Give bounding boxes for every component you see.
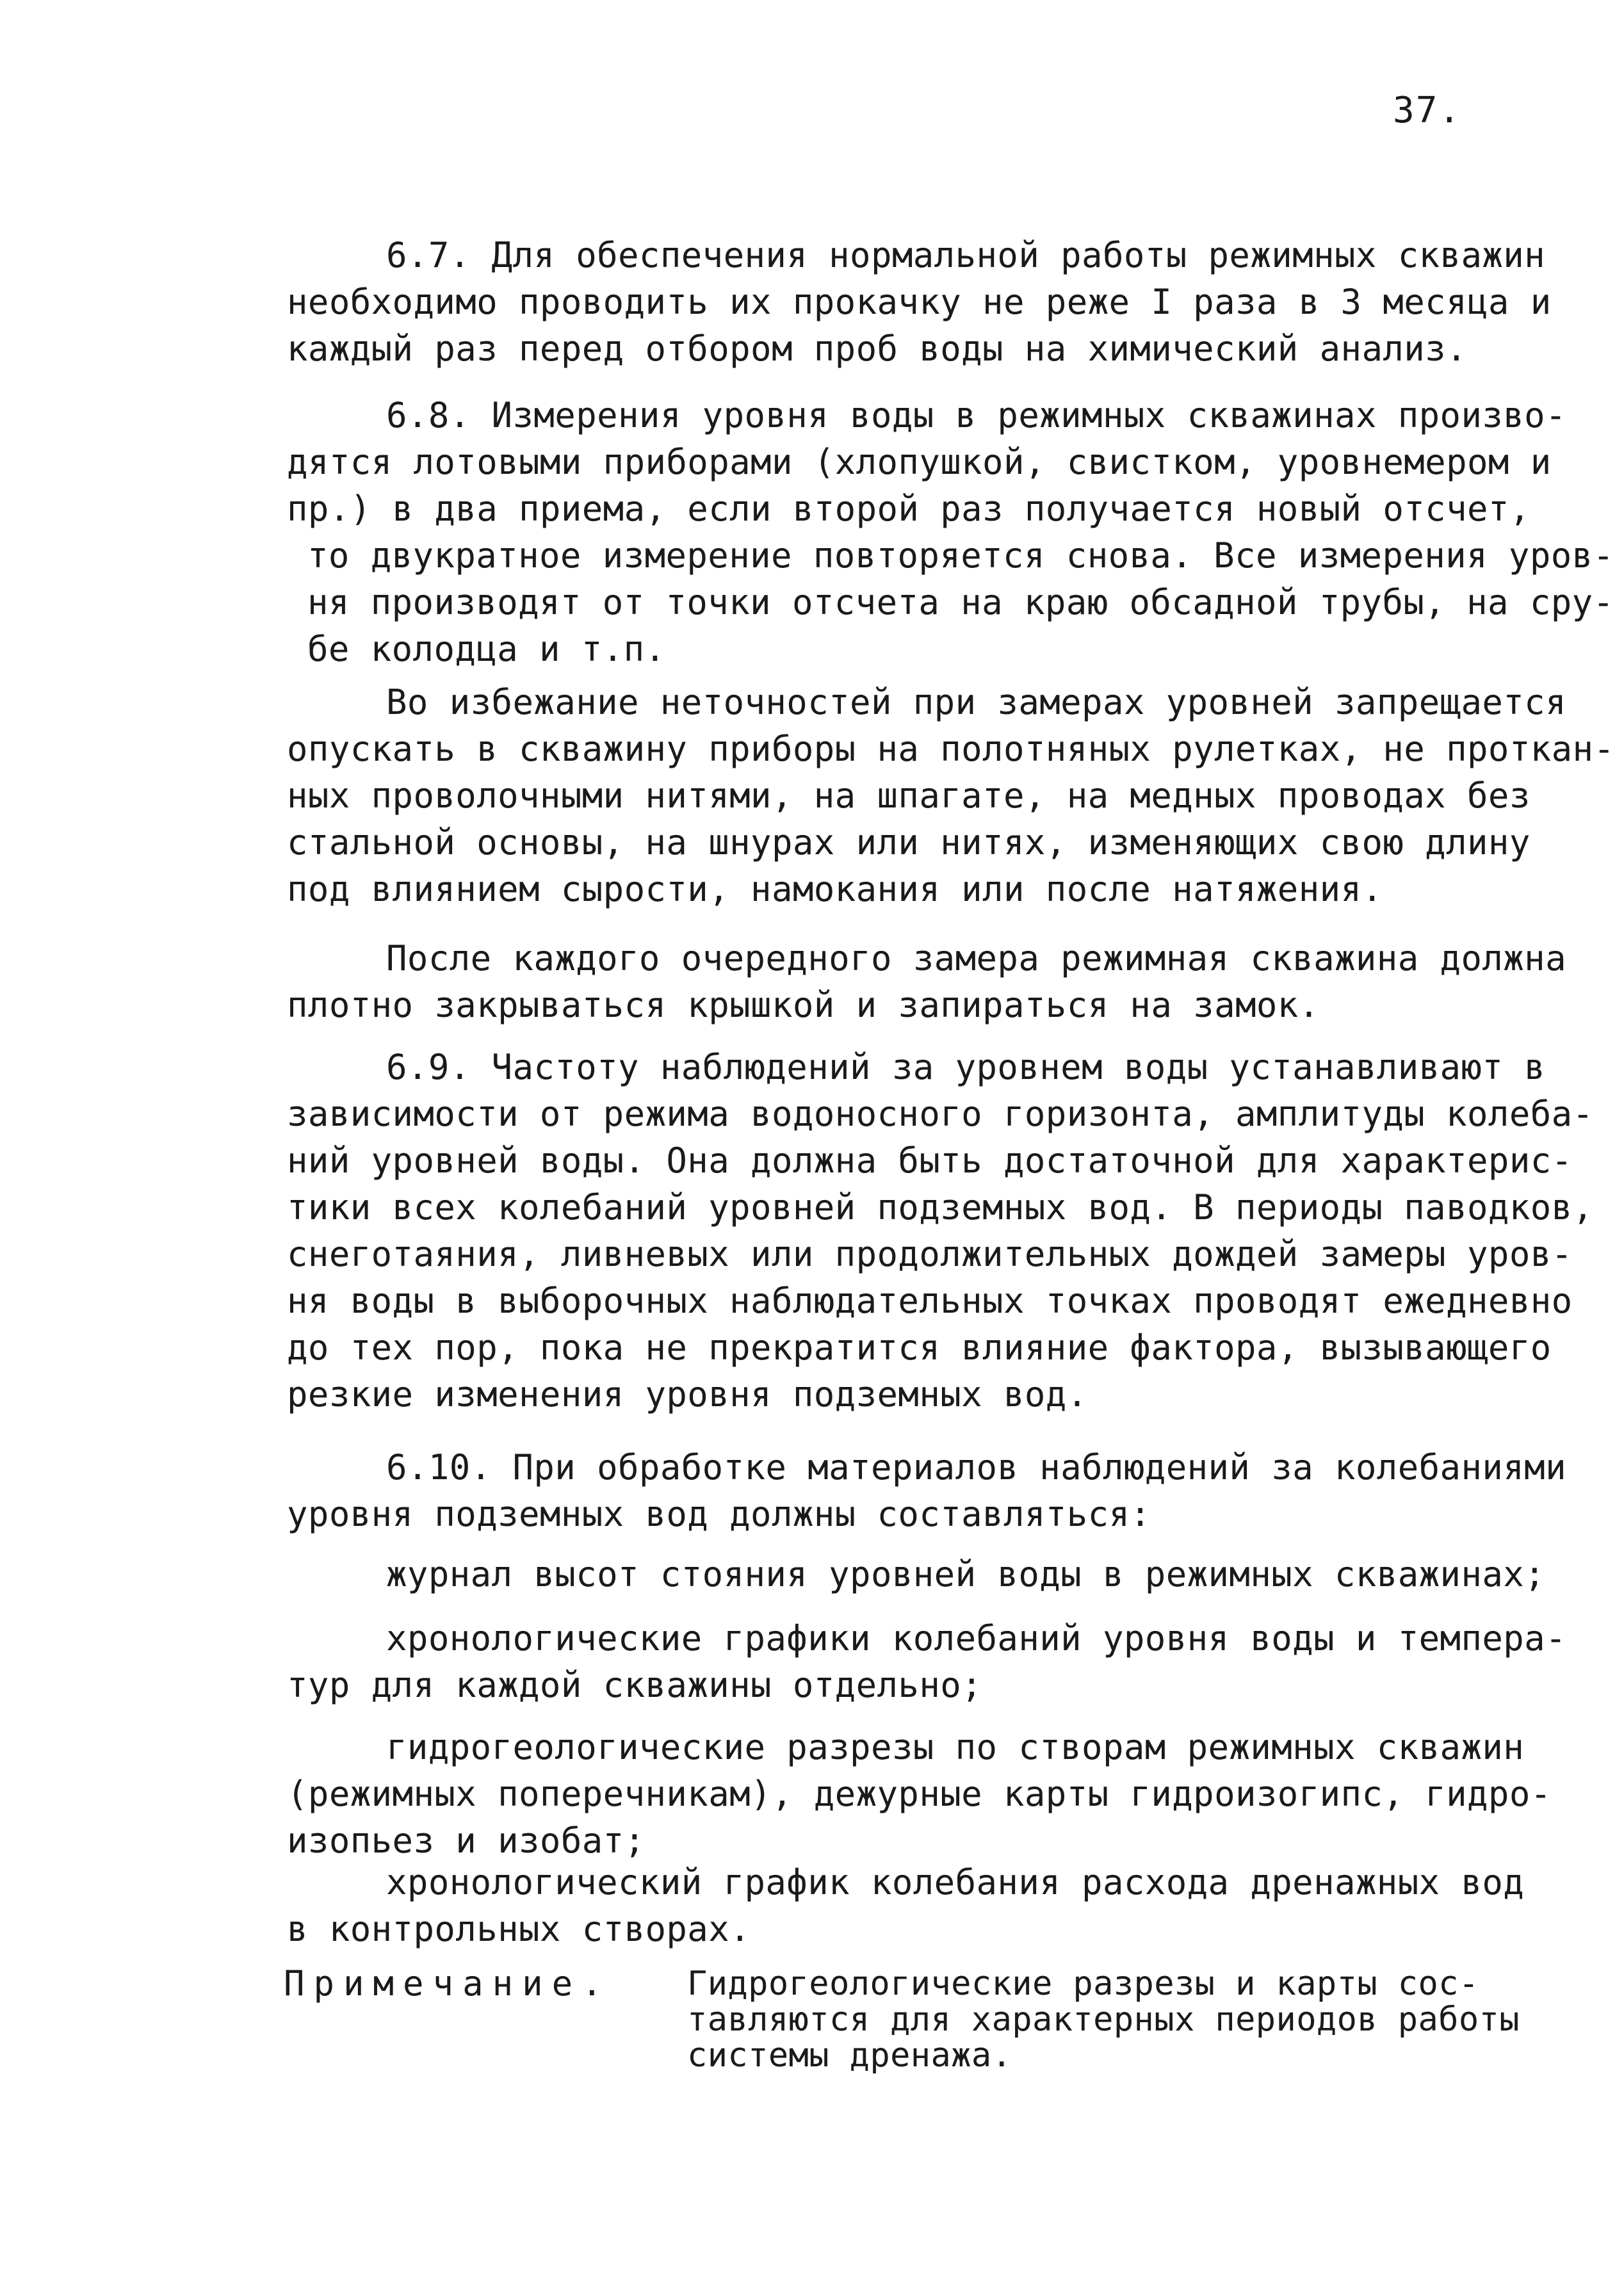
text-line: дятся лотовыми приборами (хлопушкой, свистком, уровнемером и [287,442,1552,482]
text-line: уровня подземных вод должны составляться: [287,1494,1151,1534]
text-line: ня воды в выборочных наблюдательных точках проводят ежедневно [287,1281,1573,1321]
text-line: ня производят от точки отсчета на краю обсадной трубы, на сру- [307,582,1614,622]
text-line: пр.) в два приема, если второй раз получается новый отсчет, [287,489,1531,529]
text-line: журнал высот стояния уровней воды в режимных скважинах; [386,1554,1546,1594]
text-line: хронологический график колебания расхода дренажных вод [386,1862,1525,1902]
paragraph-6-8 [287,392,1614,672]
text-line: изопьез и изобат; [287,1820,646,1861]
text-line: После каждого очередного замера режимная скважина должна [386,938,1567,978]
page-number: 37. [1393,90,1462,131]
paragraph-well-closing [287,935,1567,1028]
text-line: тики всех колебаний уровней подземных вод. В периоды паводков, [287,1187,1594,1228]
text-line: необходимо проводить их прокачку не реже I раза в 3 месяца и [287,282,1552,322]
text-line: опускать в скважину приборы на полотняных рулетках, не проткан- [287,729,1615,769]
text-line: плотно закрываться крышкой и запираться на замок. [287,985,1320,1025]
list-item-drainage-flow-chart [287,1859,1523,1952]
text-line: Гидрогеологические разрезы и карты сос- [687,1965,1479,2003]
paragraph-6-10 [287,1444,1567,1537]
text-line: в контрольных створах. [287,1909,751,1949]
text-line: тур для каждой скважины отдельно; [287,1665,983,1705]
text-line: резкие изменения уровня подземных вод. [287,1374,1088,1415]
note-label: Примечание. [284,1963,612,2004]
text-line: то двукратное измерение повторяется снова. Все измерения уров- [307,535,1614,576]
list-item-journal [287,1551,1546,1598]
text-line: (режимных поперечникам), дежурные карты гидроизогипс, гидро- [287,1774,1552,1814]
text-line: ных проволочными нитями, на шпагате, на медных проводах без [287,775,1531,816]
paragraph-measurement-restrictions [287,679,1615,912]
text-line: до тех пор, пока не прекратится влияние фактора, вызывающего [287,1327,1552,1368]
text-line: каждый раз перед отбором проб воды на химический анализ. [287,328,1468,369]
paragraph-6-9 [287,1044,1594,1418]
text-line: зависимости от режима водоносного горизонта, амплитуды колеба- [287,1094,1594,1134]
text-line: Во избежание неточностей при замерах уровней запрещается [386,682,1567,722]
text-line: 6.7. Для обеспечения нормальной работы режимных скважин [386,235,1546,275]
text-line: 6.9. Частоту наблюдений за уровнем воды устанавливают в [386,1047,1546,1087]
note-text [687,1966,1520,2073]
paragraph-6-7 [287,232,1552,372]
list-item-chronological-charts [287,1615,1567,1708]
text-line: 6.10. При обработке материалов наблюдений за колебаниями [386,1447,1567,1488]
text-line: тавляются для характерных периодов работы [687,2000,1520,2039]
text-line: стальной основы, на шнурах или нитях, изменяющих свою длину [287,822,1531,863]
text-line: снеготаяния, ливневых или продолжительных дождей замеры уров- [287,1234,1573,1274]
text-line: хронологические графики колебаний уровня воды и темпера- [386,1618,1567,1658]
list-item-hydrogeological-sections [287,1724,1552,1864]
text-line: системы дренажа. [687,2036,1012,2075]
text-line: бе колодца и т.п. [307,629,666,669]
text-line: под влиянием сырости, намокания или после натяжения. [287,869,1383,909]
text-line: 6.8. Измерения уровня воды в режимных скважинах произво- [386,395,1567,435]
text-line: гидрогеологические разрезы по створам режимных скважин [386,1727,1525,1767]
text-line: ний уровней воды. Она должна быть достаточной для характерис- [287,1140,1573,1181]
